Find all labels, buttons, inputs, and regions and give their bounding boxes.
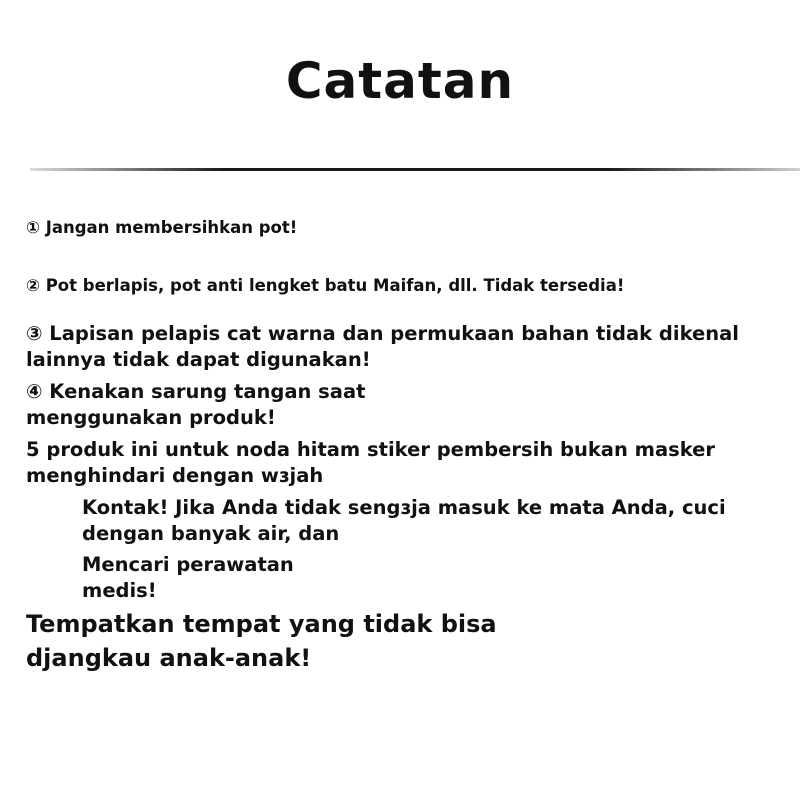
medical-line-2: medis! <box>82 579 157 602</box>
medical-line-1: Mencari perawatan <box>82 553 294 576</box>
contact-line-2: dengan banyak air, dan <box>82 522 340 545</box>
note-3-line-2: lainnya tidak dapat digunakan! <box>26 348 371 371</box>
note-4-line-1: ④ Kenakan sarung tangan saat <box>26 380 366 403</box>
note-5-line-2: menghindari dengan wɜjah <box>26 464 324 487</box>
child-warning-line-1: Tempatkan tempat yang tidak bisa <box>26 610 497 638</box>
child-warning-line-2: djangkau anak-anak! <box>26 644 312 672</box>
note-1: ① Jangan membersihkan pot! <box>26 218 298 237</box>
note-3-line-1: ③ Lapisan pelapis cat warna dan permukaan bahan tidak dikenal <box>26 322 739 345</box>
contact-line-1: Kontak! Jika Anda tidak sengɜja masuk ke mata Anda, cuci <box>82 496 726 519</box>
note-2: ② Pot berlapis, pot anti lengket batu Maifan, dll. Tidak tersedia! <box>26 276 625 295</box>
note-5-line-1: 5 produk ini untuk noda hitam stiker pembersih bukan masker <box>26 438 715 461</box>
note-4-line-2: menggunakan produk! <box>26 406 276 429</box>
title-divider <box>30 168 800 171</box>
page-title: Catatan <box>285 52 515 110</box>
